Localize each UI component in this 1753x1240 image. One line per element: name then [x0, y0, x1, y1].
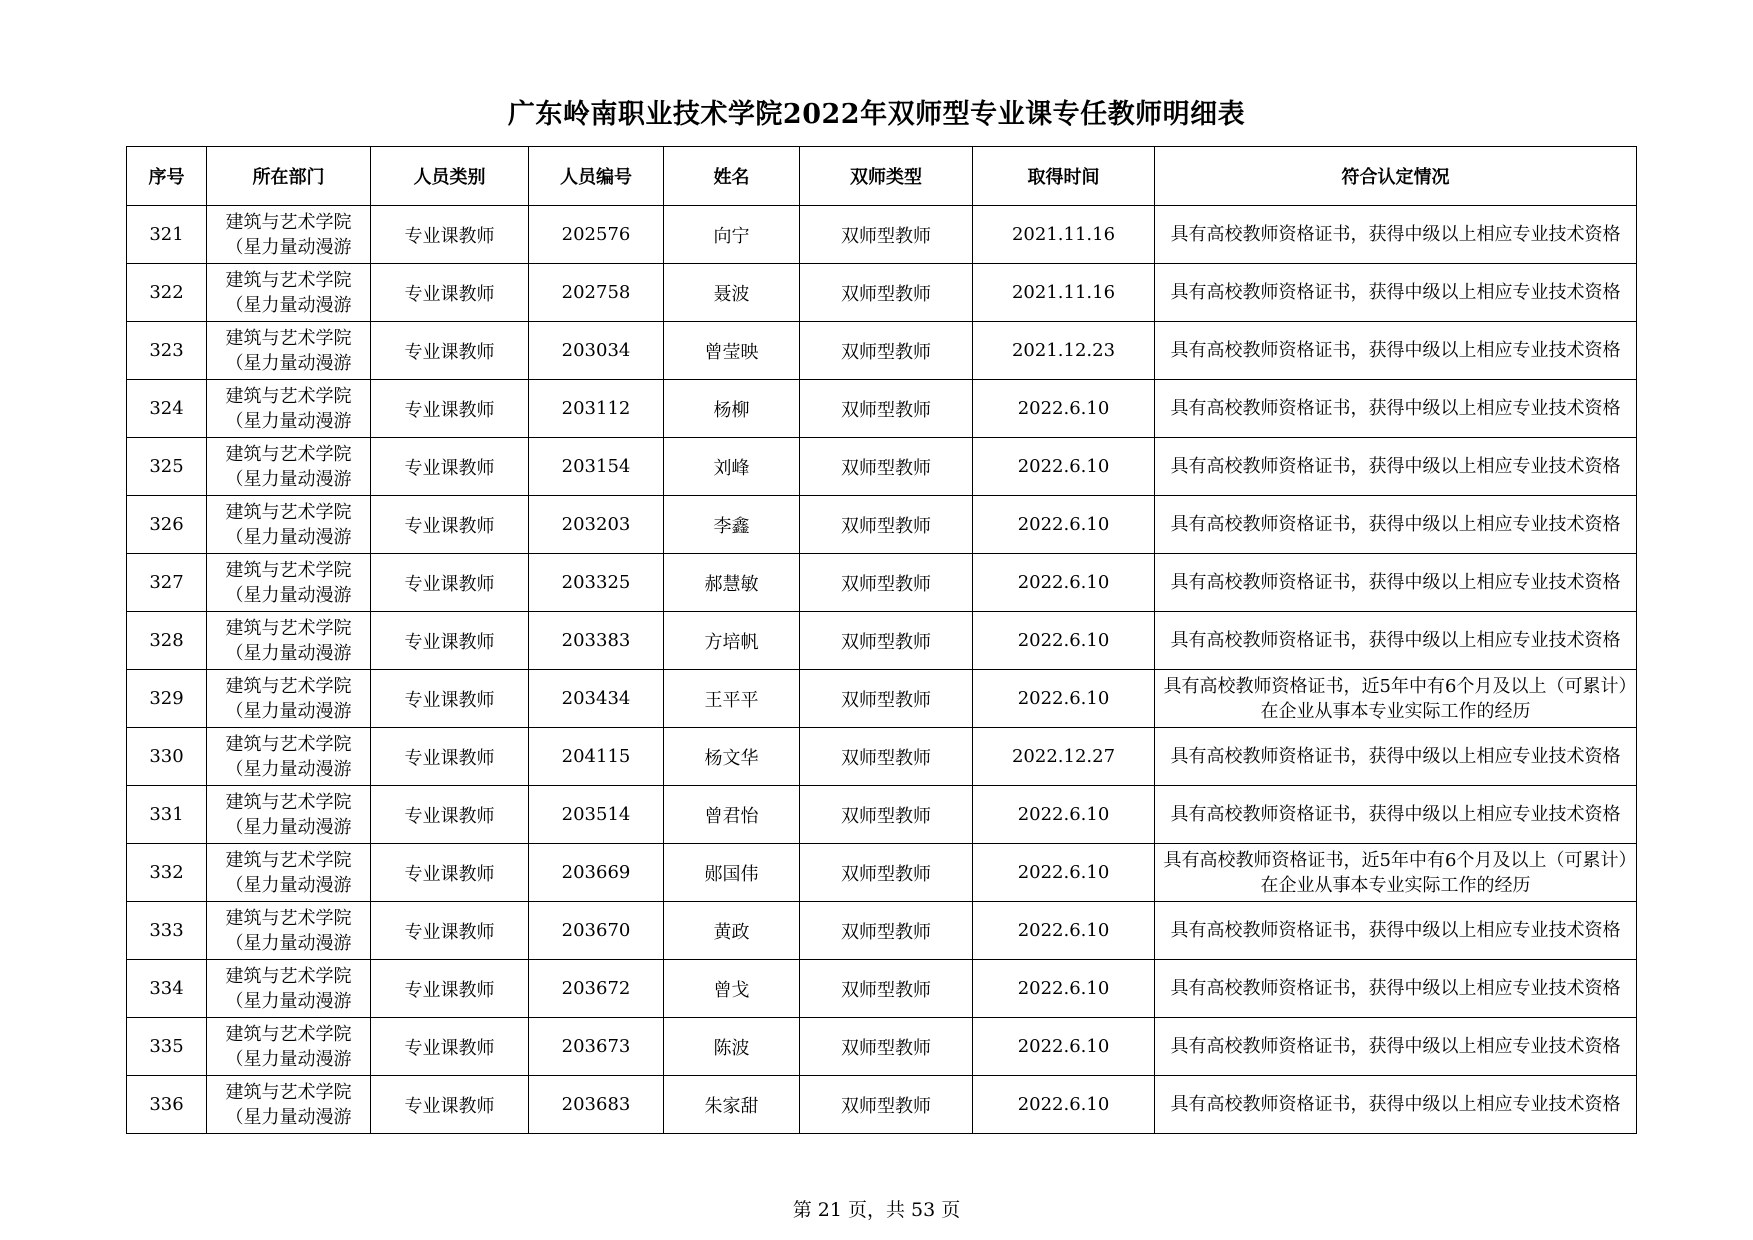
cell-basis-text: 具有高校教师资格证书，获得中级以上相应专业技术资格 — [1170, 630, 1621, 651]
cell-staff-category: 专业课教师 — [371, 902, 529, 960]
table-row — [127, 786, 1637, 844]
cell-date: 2022.6.10 — [973, 1018, 1155, 1076]
cell-seq: 334 — [127, 960, 207, 1018]
header-row — [127, 147, 1637, 206]
cell-staff-category: 专业课教师 — [371, 844, 529, 902]
cell-basis — [1155, 322, 1637, 380]
cell-department — [207, 786, 371, 844]
cell-name: 杨柳 — [664, 380, 800, 438]
table-row — [127, 844, 1637, 902]
table-row — [127, 438, 1637, 496]
cell-seq: 332 — [127, 844, 207, 902]
cell-basis-text: 具有高校教师资格证书，近5年中有6个月及以上（可累计）在企业从事本专业实际工作的经历 — [1163, 675, 1628, 722]
cell-basis — [1155, 438, 1637, 496]
cell-basis-text: 具有高校教师资格证书，获得中级以上相应专业技术资格 — [1170, 514, 1621, 535]
cell-dual-type: 双师型教师 — [800, 264, 973, 322]
cell-staff-id: 203669 — [529, 844, 664, 902]
cell-department — [207, 960, 371, 1018]
cell-department-text: 建筑与艺术学院（星力量动漫游 — [225, 849, 352, 896]
cell-basis — [1155, 670, 1637, 728]
cell-basis — [1155, 960, 1637, 1018]
cell-department-text: 建筑与艺术学院（星力量动漫游 — [225, 907, 352, 954]
table-row — [127, 728, 1637, 786]
cell-basis-text: 具有高校教师资格证书，获得中级以上相应专业技术资格 — [1170, 398, 1621, 419]
cell-date: 2022.6.10 — [973, 902, 1155, 960]
cell-basis-text: 具有高校教师资格证书，获得中级以上相应专业技术资格 — [1170, 978, 1621, 999]
header-staff-category: 人员类别 — [371, 147, 529, 206]
cell-staff-id: 203670 — [529, 902, 664, 960]
cell-staff-category: 专业课教师 — [371, 612, 529, 670]
cell-dual-type: 双师型教师 — [800, 786, 973, 844]
cell-seq: 326 — [127, 496, 207, 554]
teacher-table — [126, 146, 1637, 1134]
cell-department — [207, 206, 371, 264]
cell-basis-text: 具有高校教师资格证书，获得中级以上相应专业技术资格 — [1170, 282, 1621, 303]
table-row — [127, 902, 1637, 960]
cell-department — [207, 902, 371, 960]
cell-staff-id: 203154 — [529, 438, 664, 496]
cell-department-text: 建筑与艺术学院（星力量动漫游 — [225, 733, 352, 780]
header-date: 取得时间 — [973, 147, 1155, 206]
cell-staff-category: 专业课教师 — [371, 264, 529, 322]
cell-date: 2022.6.10 — [973, 496, 1155, 554]
cell-department-text: 建筑与艺术学院（星力量动漫游 — [225, 211, 352, 258]
cell-date: 2022.6.10 — [973, 612, 1155, 670]
cell-dual-type: 双师型教师 — [800, 554, 973, 612]
cell-basis — [1155, 1018, 1637, 1076]
cell-staff-category: 专业课教师 — [371, 438, 529, 496]
cell-staff-category: 专业课教师 — [371, 728, 529, 786]
cell-staff-category: 专业课教师 — [371, 960, 529, 1018]
cell-department — [207, 844, 371, 902]
cell-basis-text: 具有高校教师资格证书，获得中级以上相应专业技术资格 — [1170, 920, 1621, 941]
cell-staff-category: 专业课教师 — [371, 206, 529, 264]
cell-staff-category: 专业课教师 — [371, 554, 529, 612]
cell-name: 王平平 — [664, 670, 800, 728]
table-header — [127, 147, 1637, 206]
cell-basis-text: 具有高校教师资格证书，获得中级以上相应专业技术资格 — [1170, 572, 1621, 593]
cell-basis — [1155, 728, 1637, 786]
cell-staff-id: 203673 — [529, 1018, 664, 1076]
cell-department-text: 建筑与艺术学院（星力量动漫游 — [225, 559, 352, 606]
header-name: 姓名 — [664, 147, 800, 206]
cell-name: 朱家甜 — [664, 1076, 800, 1134]
cell-department-text: 建筑与艺术学院（星力量动漫游 — [225, 1023, 352, 1070]
cell-staff-id: 203672 — [529, 960, 664, 1018]
table-body — [127, 206, 1637, 1134]
cell-department-text: 建筑与艺术学院（星力量动漫游 — [225, 965, 352, 1012]
cell-basis — [1155, 206, 1637, 264]
cell-date: 2021.11.16 — [973, 206, 1155, 264]
cell-basis-text: 具有高校教师资格证书，获得中级以上相应专业技术资格 — [1170, 456, 1621, 477]
cell-name: 陈波 — [664, 1018, 800, 1076]
cell-name: 杨文华 — [664, 728, 800, 786]
cell-seq: 333 — [127, 902, 207, 960]
cell-staff-id: 203514 — [529, 786, 664, 844]
cell-department — [207, 670, 371, 728]
cell-seq: 328 — [127, 612, 207, 670]
cell-department-text: 建筑与艺术学院（星力量动漫游 — [225, 791, 352, 838]
table-row — [127, 612, 1637, 670]
cell-staff-category: 专业课教师 — [371, 380, 529, 438]
cell-department-text: 建筑与艺术学院（星力量动漫游 — [225, 385, 352, 432]
table-row — [127, 322, 1637, 380]
cell-staff-category: 专业课教师 — [371, 322, 529, 380]
cell-dual-type: 双师型教师 — [800, 728, 973, 786]
cell-dual-type: 双师型教师 — [800, 1076, 973, 1134]
cell-basis-text: 具有高校教师资格证书，获得中级以上相应专业技术资格 — [1170, 224, 1621, 245]
cell-seq: 335 — [127, 1018, 207, 1076]
table-row — [127, 264, 1637, 322]
cell-department-text: 建筑与艺术学院（星力量动漫游 — [225, 443, 352, 490]
cell-staff-id: 203683 — [529, 1076, 664, 1134]
cell-name: 曾戈 — [664, 960, 800, 1018]
cell-department — [207, 554, 371, 612]
header-department: 所在部门 — [207, 147, 371, 206]
cell-name: 聂波 — [664, 264, 800, 322]
cell-dual-type: 双师型教师 — [800, 670, 973, 728]
cell-dual-type: 双师型教师 — [800, 438, 973, 496]
cell-name: 郧国伟 — [664, 844, 800, 902]
cell-staff-id: 203434 — [529, 670, 664, 728]
cell-department — [207, 322, 371, 380]
cell-department-text: 建筑与艺术学院（星力量动漫游 — [225, 269, 352, 316]
cell-dual-type: 双师型教师 — [800, 902, 973, 960]
cell-staff-id: 203034 — [529, 322, 664, 380]
page-title: 广东岭南职业技术学院2022年双师型专业课专任教师明细表 — [507, 99, 1246, 130]
cell-staff-category: 专业课教师 — [371, 670, 529, 728]
cell-department — [207, 438, 371, 496]
cell-seq: 321 — [127, 206, 207, 264]
cell-name: 李鑫 — [664, 496, 800, 554]
cell-basis — [1155, 554, 1637, 612]
cell-department-text: 建筑与艺术学院（星力量动漫游 — [225, 675, 352, 722]
cell-department — [207, 264, 371, 322]
cell-date: 2021.11.16 — [973, 264, 1155, 322]
cell-department-text: 建筑与艺术学院（星力量动漫游 — [225, 327, 352, 374]
table-row — [127, 554, 1637, 612]
table-row — [127, 960, 1637, 1018]
cell-date: 2022.6.10 — [973, 786, 1155, 844]
cell-dual-type: 双师型教师 — [800, 496, 973, 554]
cell-basis — [1155, 380, 1637, 438]
cell-date: 2021.12.23 — [973, 322, 1155, 380]
cell-date: 2022.6.10 — [973, 844, 1155, 902]
header-basis: 符合认定情况 — [1155, 147, 1637, 206]
cell-staff-id: 202576 — [529, 206, 664, 264]
cell-basis — [1155, 612, 1637, 670]
cell-basis — [1155, 264, 1637, 322]
cell-basis — [1155, 1076, 1637, 1134]
cell-staff-id: 203383 — [529, 612, 664, 670]
cell-basis-text: 具有高校教师资格证书，获得中级以上相应专业技术资格 — [1170, 804, 1621, 825]
cell-department — [207, 612, 371, 670]
cell-department-text: 建筑与艺术学院（星力量动漫游 — [225, 617, 352, 664]
cell-department-text: 建筑与艺术学院（星力量动漫游 — [225, 1081, 352, 1128]
cell-seq: 330 — [127, 728, 207, 786]
cell-basis — [1155, 786, 1637, 844]
header-dual-type: 双师类型 — [800, 147, 973, 206]
cell-dual-type: 双师型教师 — [800, 612, 973, 670]
cell-seq: 327 — [127, 554, 207, 612]
cell-seq: 329 — [127, 670, 207, 728]
page-footer: 第 21 页，共 53 页 — [792, 1199, 961, 1221]
cell-basis-text: 具有高校教师资格证书，获得中级以上相应专业技术资格 — [1170, 1036, 1621, 1057]
cell-date: 2022.6.10 — [973, 670, 1155, 728]
cell-dual-type: 双师型教师 — [800, 380, 973, 438]
cell-basis — [1155, 844, 1637, 902]
cell-department — [207, 1018, 371, 1076]
cell-staff-id: 203112 — [529, 380, 664, 438]
cell-name: 曾君怡 — [664, 786, 800, 844]
cell-basis — [1155, 902, 1637, 960]
cell-date: 2022.6.10 — [973, 1076, 1155, 1134]
cell-date: 2022.6.10 — [973, 380, 1155, 438]
cell-staff-category: 专业课教师 — [371, 786, 529, 844]
cell-name: 方培帆 — [664, 612, 800, 670]
cell-staff-category: 专业课教师 — [371, 496, 529, 554]
cell-basis-text: 具有高校教师资格证书，获得中级以上相应专业技术资格 — [1170, 340, 1621, 361]
table-row — [127, 380, 1637, 438]
cell-name: 郝慧敏 — [664, 554, 800, 612]
cell-staff-category: 专业课教师 — [371, 1076, 529, 1134]
header-staff-id: 人员编号 — [529, 147, 664, 206]
cell-seq: 322 — [127, 264, 207, 322]
table-row — [127, 670, 1637, 728]
table-row — [127, 1018, 1637, 1076]
table-row — [127, 1076, 1637, 1134]
cell-date: 2022.6.10 — [973, 960, 1155, 1018]
cell-department-text: 建筑与艺术学院（星力量动漫游 — [225, 501, 352, 548]
cell-basis-text: 具有高校教师资格证书，获得中级以上相应专业技术资格 — [1170, 746, 1621, 767]
cell-staff-id: 203325 — [529, 554, 664, 612]
cell-dual-type: 双师型教师 — [800, 960, 973, 1018]
cell-seq: 331 — [127, 786, 207, 844]
cell-seq: 324 — [127, 380, 207, 438]
cell-dual-type: 双师型教师 — [800, 322, 973, 380]
table-row — [127, 496, 1637, 554]
cell-basis-text: 具有高校教师资格证书，获得中级以上相应专业技术资格 — [1170, 1094, 1621, 1115]
cell-department — [207, 496, 371, 554]
cell-staff-id: 203203 — [529, 496, 664, 554]
cell-date: 2022.6.10 — [973, 438, 1155, 496]
cell-seq: 336 — [127, 1076, 207, 1134]
cell-name: 刘峰 — [664, 438, 800, 496]
cell-name: 黄政 — [664, 902, 800, 960]
header-seq: 序号 — [127, 147, 207, 206]
cell-department — [207, 1076, 371, 1134]
cell-basis-text: 具有高校教师资格证书，近5年中有6个月及以上（可累计）在企业从事本专业实际工作的经历 — [1163, 849, 1628, 896]
cell-dual-type: 双师型教师 — [800, 206, 973, 264]
cell-seq: 325 — [127, 438, 207, 496]
cell-department — [207, 380, 371, 438]
table-row — [127, 206, 1637, 264]
cell-staff-id: 202758 — [529, 264, 664, 322]
cell-dual-type: 双师型教师 — [800, 1018, 973, 1076]
cell-name: 向宁 — [664, 206, 800, 264]
cell-staff-id: 204115 — [529, 728, 664, 786]
cell-date: 2022.12.27 — [973, 728, 1155, 786]
cell-basis — [1155, 496, 1637, 554]
cell-date: 2022.6.10 — [973, 554, 1155, 612]
cell-dual-type: 双师型教师 — [800, 844, 973, 902]
cell-department — [207, 728, 371, 786]
cell-seq: 323 — [127, 322, 207, 380]
cell-name: 曾莹映 — [664, 322, 800, 380]
cell-staff-category: 专业课教师 — [371, 1018, 529, 1076]
